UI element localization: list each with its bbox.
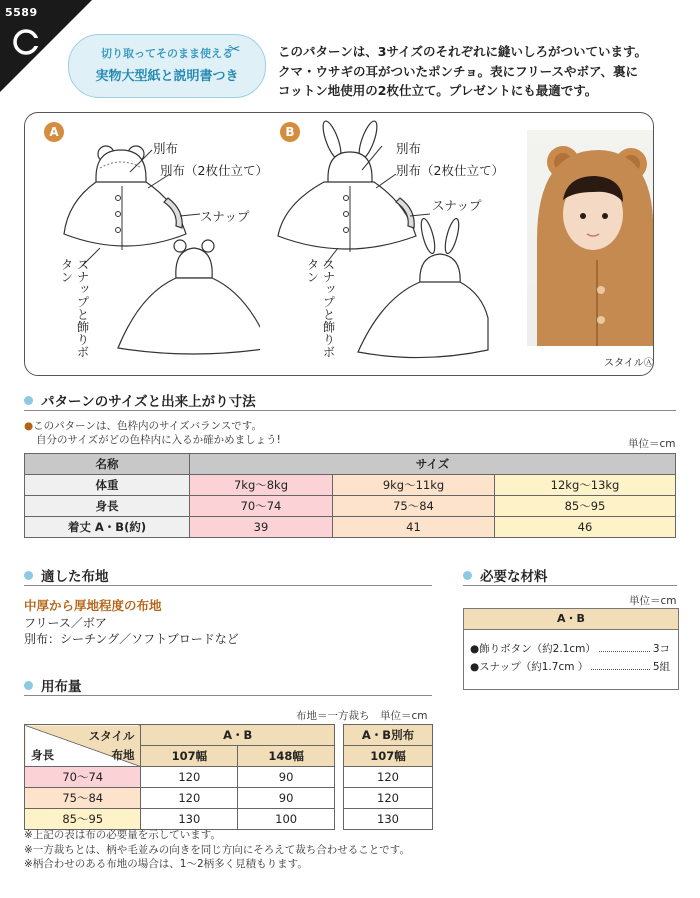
- intro-line-2: クマ・ウサギの耳がついたポンチョ。表にフリースやボア、裏に: [278, 63, 639, 79]
- fabric-line-bold: 中厚から厚地程度の布地: [24, 598, 162, 613]
- hdr-w148: 148幅: [238, 746, 335, 767]
- divider: [24, 585, 432, 586]
- table-row: [25, 767, 335, 788]
- intro-line-1: このパターンは、3サイズのそれぞれに縫いしろがついています。: [278, 44, 647, 59]
- divider: [24, 695, 432, 696]
- hdr-ab: A・B: [141, 725, 335, 746]
- table-row: [25, 496, 676, 517]
- fabric-line3: 別布：シーチング／ソフトブロードなど: [24, 632, 239, 646]
- hdr-fabric: 布地: [111, 748, 135, 762]
- materials-heading-text: 必要な材料: [480, 569, 548, 585]
- scissors-icon: ✂: [228, 40, 241, 58]
- table-row: [344, 767, 433, 788]
- hdr-betsu-w107: 107幅: [344, 746, 433, 767]
- size-note: [24, 419, 281, 447]
- cell: 130: [344, 809, 433, 830]
- callout-b-snap: スナップ: [432, 198, 482, 213]
- callout-b-snap-button: スナップと飾りボタン: [305, 258, 336, 358]
- bullet-dot-icon: [24, 396, 33, 405]
- bullet-dot-icon: [24, 681, 33, 690]
- child-photo: [527, 130, 653, 346]
- table-row: [344, 809, 433, 830]
- size-col-name: 名称: [25, 454, 190, 475]
- cell: 90: [238, 788, 335, 809]
- size-note-line1: このパターンは、色枠内のサイズバランスです。: [33, 420, 262, 432]
- footnote-3: ※柄合わせのある布地の場合は、1〜2柄多く見積もります。: [24, 858, 308, 870]
- bullet-dot-icon: ●: [24, 420, 34, 432]
- table-row: [25, 788, 335, 809]
- table-row: [344, 788, 433, 809]
- row-label: 70〜74: [25, 767, 141, 788]
- size-heading: [24, 390, 256, 410]
- material-label: ●スナップ（約1.7cm ）: [470, 661, 589, 673]
- materials-box-header: A・B: [464, 609, 678, 630]
- amount-unit-note: 布地＝一方裁ち 単位＝cm: [296, 710, 428, 722]
- style-b-drawing: [270, 118, 490, 370]
- cell: 12kg〜13kg: [495, 475, 676, 496]
- callout-b-betsununo-2: 別布（2枚仕立て）: [396, 163, 504, 178]
- row-label: 75〜84: [25, 788, 141, 809]
- row-label: 身長: [25, 496, 190, 517]
- cell: 7kg〜8kg: [190, 475, 333, 496]
- amount-corner-cell: [25, 725, 141, 767]
- cell: 120: [344, 767, 433, 788]
- cell: 120: [141, 788, 238, 809]
- fabric-heading: [24, 565, 109, 585]
- size-heading-text: パターンのサイズと出来上がり寸法: [41, 394, 256, 410]
- pattern-code: 5589: [5, 6, 38, 19]
- fabric-line2: フリース／ボア: [24, 616, 107, 630]
- badge-line2: 実物大型紙と説明書つき: [95, 69, 239, 84]
- size-note-line2: 自分のサイズがどの色枠内に入るか確かめましょう!: [36, 434, 281, 446]
- amount-table: [24, 724, 335, 830]
- hdr-ab-betsu: A・B別布: [344, 725, 433, 746]
- amount-heading: [24, 675, 82, 695]
- callout-b-betsununo: 別布: [396, 141, 422, 156]
- materials-unit: 単位＝cm: [629, 595, 677, 607]
- cell: 75〜84: [333, 496, 495, 517]
- cell: 90: [238, 767, 335, 788]
- row-label: 85〜95: [25, 809, 141, 830]
- divider: [463, 585, 677, 586]
- row-label: 体重: [25, 475, 190, 496]
- fabric-heading-text: 適した布地: [41, 569, 109, 585]
- callout-a-snap-button: スナップと飾りボタン: [59, 258, 90, 358]
- callout-a-snap: スナップ: [200, 209, 250, 224]
- cell: 130: [141, 809, 238, 830]
- cell: 85〜95: [495, 496, 676, 517]
- brand-logo-icon: [11, 27, 41, 61]
- style-a-marker: A: [44, 122, 64, 142]
- materials-heading: [463, 565, 548, 585]
- hdr-w107: 107幅: [141, 746, 238, 767]
- footnote-2: ※一方裁ちとは、柄や毛並みの向きを同じ方向にそろえて裁ち合わせることです。: [24, 843, 410, 856]
- materials-box: [463, 608, 679, 690]
- bullet-dot-icon: [24, 571, 33, 580]
- list-item: [470, 641, 670, 656]
- cell: 100: [238, 809, 335, 830]
- size-col-size: サイズ: [190, 454, 676, 475]
- divider: [24, 410, 676, 411]
- cell: 70〜74: [190, 496, 333, 517]
- amount-heading-text: 用布量: [41, 679, 82, 695]
- cell: 120: [344, 788, 433, 809]
- callout-a-betsununo: 別布: [153, 141, 179, 156]
- material-qty: 3コ: [652, 643, 670, 655]
- style-b-marker: B: [280, 122, 300, 142]
- callout-a-betsununo-2: 別布（2枚仕立て）: [160, 163, 268, 178]
- hdr-height: 身長: [31, 748, 54, 762]
- material-label: ●飾りボタン（約2.1cm）: [470, 643, 596, 655]
- photo-caption: スタイルⒶ: [604, 358, 654, 369]
- hdr-style: スタイル: [88, 729, 135, 743]
- cell: 46: [495, 517, 676, 538]
- row-label: 着丈 A・B(約): [25, 517, 190, 538]
- size-unit: 単位＝cm: [628, 438, 676, 450]
- table-row: [25, 517, 676, 538]
- material-qty: 5組: [652, 661, 670, 673]
- bullet-dot-icon: [463, 571, 472, 580]
- intro-text: [278, 42, 693, 101]
- badge-line1: 切り取ってそのまま使える: [101, 47, 233, 60]
- footnote-1: ※上記の表は布の必要量を示しています。: [24, 829, 221, 841]
- intro-line-3: コットン地使用の2枚仕立て。プレゼントにも最適です。: [278, 83, 598, 98]
- amount-betsu-table: [343, 724, 433, 830]
- cell: 9kg〜11kg: [333, 475, 495, 496]
- cell: 120: [141, 767, 238, 788]
- table-row: [25, 475, 676, 496]
- cell: 41: [333, 517, 495, 538]
- table-row: [25, 809, 335, 830]
- cell: 39: [190, 517, 333, 538]
- list-item: [470, 659, 670, 674]
- size-table: [24, 453, 676, 538]
- footnotes: [24, 828, 410, 872]
